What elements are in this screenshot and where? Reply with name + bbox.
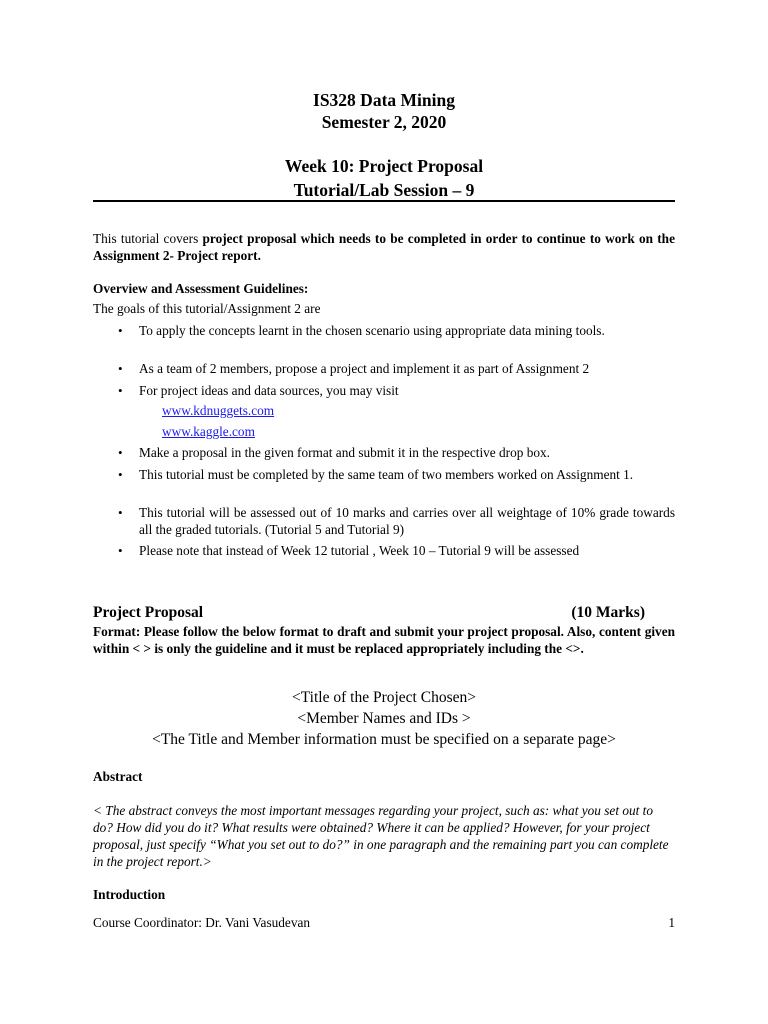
bullet-text: Make a proposal in the given format and submit it in the respective drop box. — [139, 445, 550, 460]
kdnuggets-link[interactable]: www.kdnuggets.com — [162, 403, 275, 418]
bullet-text: For project ideas and data sources, you may visit — [139, 383, 399, 398]
bullet-icon: • — [118, 323, 123, 338]
semester-title: Semester 2, 2020 — [321, 112, 447, 132]
page-number: 1 — [668, 915, 675, 930]
proposal-marks: (10 Marks) — [571, 604, 645, 621]
course-title: IS328 Data Mining — [313, 90, 455, 110]
format-instructions: Format: Please follow the below format to draft and submit your project proposal. Also, content given within < > is only the guideline and it must be replaced appropriately including the <>. — [93, 624, 675, 656]
overview-heading: Overview and Assessment Guidelines: — [93, 281, 309, 296]
members-placeholder: <Member Names and IDs > — [297, 710, 471, 727]
footer-coordinator: Course Coordinator: Dr. Vani Vasudevan — [93, 915, 311, 930]
header-rule — [93, 200, 675, 202]
bullet-text: As a team of 2 members, propose a project and implement it as part of Assignment 2 — [139, 361, 590, 376]
intro-paragraph — [93, 230, 675, 264]
intro-prefix: This tutorial covers — [93, 231, 203, 246]
introduction-heading: Introduction — [93, 887, 166, 902]
bullet-text: To apply the concepts learnt in the chosen scenario using appropriate data mining tools. — [139, 323, 605, 338]
bullet-text: This tutorial must be completed by the same team of two members worked on Assignment 1. — [139, 467, 634, 482]
bullet-icon: • — [118, 383, 123, 398]
bullet-icon: • — [118, 543, 123, 558]
bullet-text: This tutorial will be assessed out of 10 marks and carries over all weightage of 10% grade towards all the graded tutorials. (Tutorial 5 and Tutorial 9) — [139, 505, 675, 537]
kaggle-link[interactable]: www.kaggle.com — [162, 424, 255, 439]
bullet-icon: • — [118, 361, 123, 376]
abstract-text: < The abstract conveys the most important messages regarding your project, such as: what you set out to do? How did you do it? What results were obtained? Where it can be applied? However, for your project proposal, just specify “What you set out to do?” in one paragraph and the remaining part you can complete in the project report.> — [93, 803, 669, 869]
proposal-heading: Project Proposal — [93, 604, 204, 621]
bullet-text: Please note that instead of Week 12 tutorial , Week 10 – Tutorial 9 will be assessed — [139, 543, 580, 558]
title-placeholder: <Title of the Project Chosen> — [292, 689, 476, 706]
separate-page-note: <The Title and Member information must be specified on a separate page> — [152, 731, 616, 748]
goals-text: The goals of this tutorial/Assignment 2 are — [93, 301, 321, 316]
intro-bold: project proposal which needs to be completed in order to continue to work on the Assignment 2- Project report. — [93, 231, 675, 263]
bullet-icon: • — [118, 445, 123, 460]
bullet-icon: • — [118, 505, 123, 520]
abstract-heading: Abstract — [93, 769, 143, 784]
session-title: Tutorial/Lab Session – 9 — [293, 180, 475, 200]
week-title: Week 10: Project Proposal — [284, 156, 484, 176]
bullet-icon: • — [118, 467, 123, 482]
